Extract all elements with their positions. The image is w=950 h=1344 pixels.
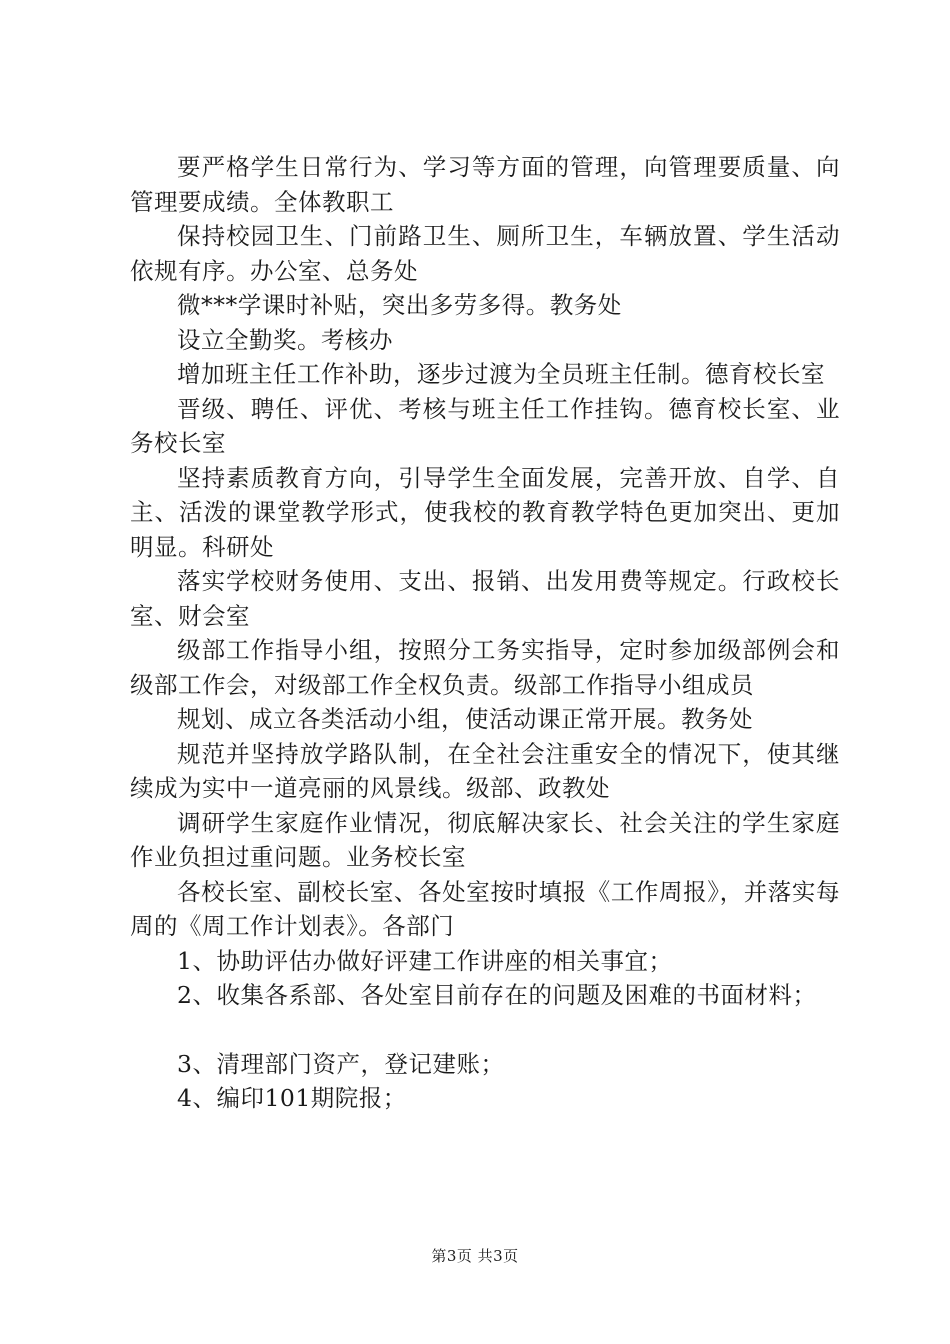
paragraph: 增加班主任工作补助，逐步过渡为全员班主任制。德育校长室 <box>177 360 825 388</box>
paragraph: 调研学生家庭作业情况，彻底解决家长、社会关注的学生家庭作业负担过重问题。业务校长室 <box>130 808 840 871</box>
paragraph: 各校长室、副校长室、各处室按时填报《工作周报》，并落实每周的《周工作计划表》。各部门 <box>130 877 840 940</box>
list-item: 1、协助评估办做好评建工作讲座的相关事宜； <box>177 946 673 975</box>
paragraph: 级部工作指导小组，按照分工务实指导，定时参加级部例会和级部工作会，对级部工作全权负责。级部工作指导小组成员 <box>130 636 840 699</box>
list-item: 3、清理部门资产，登记建账； <box>177 1049 505 1078</box>
document-body <box>130 150 840 1116</box>
page-number-footer: 第3页 共3页 <box>431 1247 519 1265</box>
paragraph: 要严格学生日常行为、学习等方面的管理，向管理要质量、向管理要成绩。全体教职工 <box>130 153 840 216</box>
list-item: 2、收集各系部、各处室目前存在的问题及困难的书面材料； <box>177 981 817 1009</box>
paragraph: 坚持素质教育方向，引导学生全面发展，完善开放、自学、自主、活泼的课堂教学形式，使我校的教育教学特色更加突出、更加明显。科研处 <box>130 463 840 561</box>
paragraph: 保持校园卫生、门前路卫生、厕所卫生，车辆放置、学生活动依规有序。办公室、总务处 <box>130 222 840 285</box>
paragraph: 规范并坚持放学路队制，在全社会注重安全的情况下，使其继续成为实中一道亮丽的风景线。级部、政教处 <box>130 739 840 802</box>
list-item: 4、编印101期院报； <box>177 1084 407 1112</box>
paragraph: 落实学校财务使用、支出、报销、出发用费等规定。行政校长室、财会室 <box>130 567 840 630</box>
paragraph: 晋级、聘任、评优、考核与班主任工作挂钩。德育校长室、业务校长室 <box>130 394 840 457</box>
paragraph: 微***学课时补贴，突出多劳多得。教务处 <box>177 291 622 319</box>
paragraph: 规划、成立各类活动小组，使活动课正常开展。教务处 <box>177 705 753 733</box>
paragraph: 设立全勤奖。考核办 <box>177 325 393 354</box>
